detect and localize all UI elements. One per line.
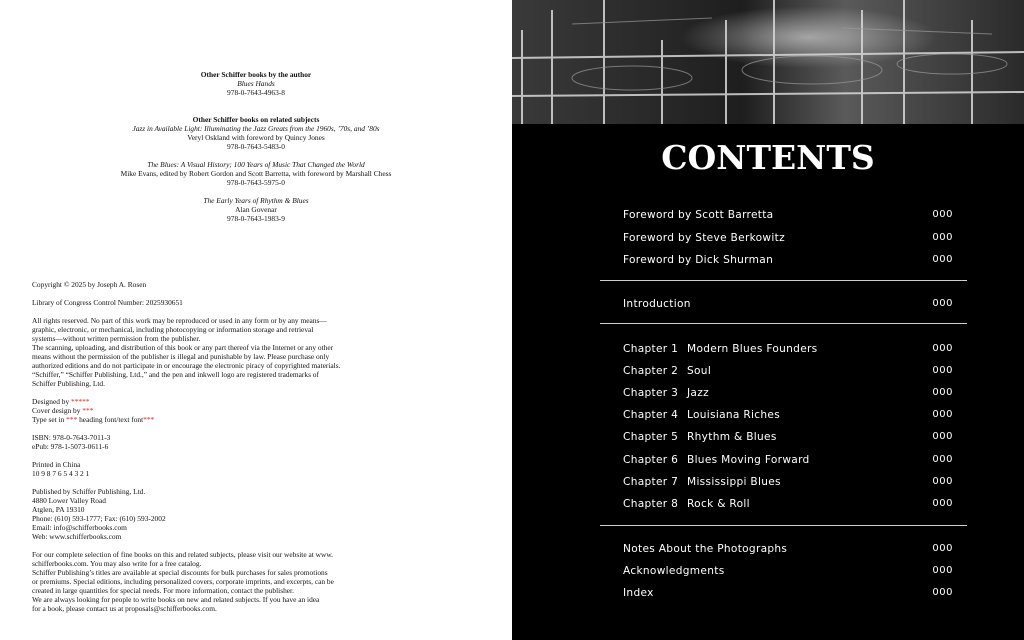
chapter-number: Chapter 2	[623, 365, 679, 377]
chapter-title: Rhythm & Blues	[687, 431, 777, 443]
publisher-line: Phone: (610) 593-1777; Fax: (610) 593-2002	[32, 514, 166, 523]
related-book-credit: Veryl Oskland with foreword by Quincy Jones	[187, 133, 325, 142]
rights-line: The scanning, uploading, and distribution of this book or any part thereof via the Internet or any other	[32, 343, 334, 352]
toc-page-number: 000	[932, 365, 953, 376]
chapter-number: Chapter 8	[623, 498, 679, 510]
chapter-number: Chapter 5	[623, 431, 679, 443]
toc-page-number: 000	[932, 254, 953, 265]
related-book-title: Jazz in Available Light: Illuminating the Jazz Greats from the 1960s, ’70s, and ’80s	[132, 124, 380, 133]
related-book-title: The Early Years of Rhythm & Blues	[203, 196, 309, 205]
closing-line: created in large quantities for special needs. For more information, contact the publisher.	[32, 586, 294, 595]
toc-entry-chapter[interactable]	[623, 474, 953, 490]
section-divider	[600, 280, 967, 281]
type-set-line: Type set in *** heading font/text font***	[32, 415, 155, 424]
contents-title: CONTENTS	[661, 138, 875, 177]
drum-kit-photo	[512, 0, 1024, 124]
toc-entry-label: Foreword by Steve Berkowitz	[623, 232, 785, 244]
related-book-title: The Blues: A Visual History; 100 Years of Music That Changed the World	[147, 160, 365, 169]
chapter-number: Chapter 3	[623, 387, 679, 399]
epub-line: ePub: 978-1-5073-0611-6	[32, 442, 109, 451]
toc-entry-chapter[interactable]	[623, 363, 953, 379]
rights-line: systems—without written permission from the publisher.	[32, 334, 201, 343]
related-books-block	[60, 115, 452, 223]
toc-page-number: 000	[932, 543, 953, 554]
related-book-isbn: 978-0-7643-5975-0	[227, 178, 285, 187]
chapter-number: Chapter 4	[623, 409, 679, 421]
toc-entry-label: Foreword by Dick Shurman	[623, 254, 774, 266]
closing-line: Schiffer Publishing’s titles are available at special discounts for bulk purchases for sales promotions	[32, 568, 328, 577]
toc-entry-foreword[interactable]	[623, 252, 953, 268]
related-book-credit: Alan Govenar	[235, 205, 277, 214]
chapter-number: Chapter 7	[623, 476, 679, 488]
publisher-line: 4880 Lower Valley Road	[32, 496, 106, 505]
author-book-isbn: 978-0-7643-4963-8	[227, 88, 285, 97]
printing-line: 10 9 8 7 6 5 4 3 2 1	[32, 469, 90, 478]
toc-entry-introduction[interactable]	[623, 296, 953, 312]
toc-page-number: 000	[932, 476, 953, 487]
lccn-line: Library of Congress Control Number: 2025930651	[32, 298, 183, 307]
publisher-line: Web: www.schifferbooks.com	[32, 532, 122, 541]
toc-page-number: 000	[932, 431, 953, 442]
related-book-credit: Mike Evans, edited by Robert Gordon and Scott Barretta, with foreword by Marshall Chess	[120, 169, 392, 178]
toc-entry-foreword[interactable]	[623, 207, 953, 223]
copyright-block	[32, 280, 362, 613]
closing-line: or premiums. Special editions, including personalized covers, corporate imprints, and excerpts, can be	[32, 577, 334, 586]
heading-font-placeholder: ***	[66, 415, 78, 424]
toc-page-number: 000	[932, 587, 953, 598]
toc-page-number: 000	[932, 298, 953, 309]
designer-placeholder: *****	[71, 397, 90, 406]
isbn-line: ISBN: 978-0-7643-7011-3	[32, 433, 111, 442]
chapter-title: Louisiana Riches	[687, 409, 781, 421]
chapter-title: Jazz	[687, 387, 709, 399]
closing-line: We are always looking for people to write books on new and related subjects. If you have an idea	[32, 595, 320, 604]
text-font-placeholder: ***	[143, 415, 155, 424]
publisher-line: Atglen, PA 19310	[32, 505, 85, 514]
chapter-number: Chapter 1	[623, 343, 679, 355]
toc-page-number: 000	[932, 409, 953, 420]
author-books-heading: Other Schiffer books by the author	[200, 70, 312, 79]
rights-line: “Schiffer,” “Schiffer Publishing, Ltd.,” and the pen and inkwell logo are registered trademarks of	[32, 370, 319, 379]
toc-entry-label: Index	[623, 587, 654, 599]
closing-line: For our complete selection of fine books on this and related subjects, please visit our website at www.	[32, 550, 334, 559]
rights-line: All rights reserved. No part of this work may be reproduced or used in any form or by any means—	[32, 316, 327, 325]
toc-entry-back-matter[interactable]	[623, 563, 953, 579]
rights-line: authorized editions and do not participate in or encourage the electronic piracy of copyrighted materials.	[32, 361, 341, 370]
rights-line: means without the permission of the publisher is illegal and punishable by law. Please purchase only	[32, 352, 330, 361]
related-books-heading: Other Schiffer books on related subjects	[192, 115, 320, 124]
chapter-title: Rock & Roll	[687, 498, 750, 510]
section-divider	[600, 323, 967, 324]
toc-page-number: 000	[932, 209, 953, 220]
chapter-title: Modern Blues Founders	[687, 343, 818, 355]
toc-page-number: 000	[932, 498, 953, 509]
cover-design-line: Cover design by ***	[32, 406, 94, 415]
toc-entry-chapter[interactable]	[623, 452, 953, 468]
toc-entry-back-matter[interactable]	[623, 585, 953, 601]
publisher-line: Email: info@schifferbooks.com	[32, 523, 127, 532]
toc-entry-back-matter[interactable]	[623, 541, 953, 557]
copyright-line: Copyright © 2025 by Joseph A. Rosen	[32, 280, 147, 289]
toc-entry-label: Foreword by Scott Barretta	[623, 209, 774, 221]
related-book-isbn: 978-0-7643-5483-0	[227, 142, 285, 151]
related-book-isbn: 978-0-7643-1983-9	[227, 214, 285, 223]
toc-entry-chapter[interactable]	[623, 429, 953, 445]
publisher-line: Published by Schiffer Publishing, Ltd.	[32, 487, 146, 496]
rights-line: graphic, electronic, or mechanical, including photocopying or information storage and retrieval	[32, 325, 314, 334]
section-divider	[600, 525, 967, 526]
toc-entry-label: Introduction	[623, 298, 691, 310]
toc-entry-chapter[interactable]	[623, 341, 953, 357]
printed-line: Printed in China	[32, 460, 81, 469]
toc-entry-chapter[interactable]	[623, 407, 953, 423]
chapter-title: Mississippi Blues	[687, 476, 781, 488]
contents-page	[512, 0, 1024, 640]
rights-line: Schiffer Publishing, Ltd.	[32, 379, 105, 388]
chapter-number: Chapter 6	[623, 454, 679, 466]
designed-by-line: Designed by *****	[32, 397, 90, 406]
drum-kit-photo-graphic	[512, 0, 1024, 124]
toc-entry-label: Notes About the Photographs	[623, 543, 788, 555]
toc-page-number: 000	[932, 232, 953, 243]
author-books-block	[60, 70, 452, 97]
chapter-title: Soul	[687, 365, 712, 377]
toc-page-number: 000	[932, 387, 953, 398]
toc-page-number: 000	[932, 454, 953, 465]
toc-entry-foreword[interactable]	[623, 230, 953, 246]
toc-page-number: 000	[932, 565, 953, 576]
chapter-title: Blues Moving Forward	[687, 454, 810, 466]
cover-designer-placeholder: ***	[82, 406, 94, 415]
toc-page-number: 000	[932, 343, 953, 354]
toc-entry-label: Acknowledgments	[623, 565, 725, 577]
closing-line: for a book, please contact us at proposals@schifferbooks.com.	[32, 604, 217, 613]
author-book-title: Blues Hands	[237, 79, 275, 88]
closing-line: schifferbooks.com. You may also write for a free catalog.	[32, 559, 202, 568]
toc-entry-chapter[interactable]	[623, 496, 953, 512]
toc-entry-chapter[interactable]	[623, 385, 953, 401]
